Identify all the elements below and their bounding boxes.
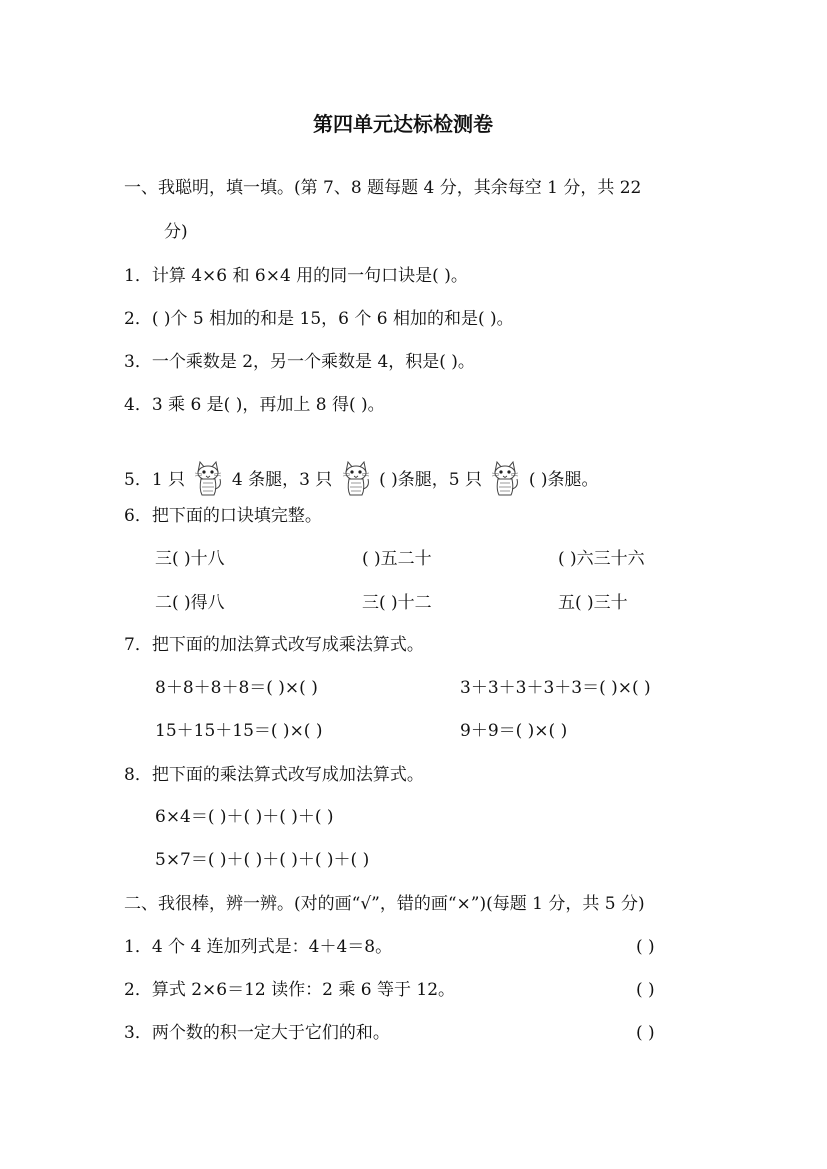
section2-heading: 二、我很棒，辨一辨。(对的画“√”，错的画“×”)(每题 1 分，共 5 分) — [124, 894, 645, 914]
rhyme-blank: 三( )十二 — [362, 593, 432, 613]
cat-icon — [341, 459, 371, 497]
section1-heading-line1: 一、我聪明，填一填。(第 7、8 题每题 4 分，其余每空 1 分，共 22 — [124, 178, 642, 198]
question-7-label: 7．把下面的加法算式改写成乘法算式。 — [124, 635, 424, 655]
judge-item-text: 3．两个数的积一定大于它们的和。 — [124, 1023, 390, 1043]
addition-to-multiplication: 9＋9＝( )×( ) — [460, 721, 568, 741]
rhyme-blank: 三( )十八 — [155, 549, 225, 569]
cat-icon — [193, 459, 223, 497]
question-4: 4．3 乘 6 是( )，再加上 8 得( )。 — [124, 395, 385, 415]
cat-icon — [490, 459, 520, 497]
question-6-label: 6．把下面的口诀填完整。 — [124, 506, 322, 526]
question-2: 2．( )个 5 相加的和是 15，6 个 6 相加的和是( )。 — [124, 309, 514, 329]
rhyme-blank: ( )五二十 — [362, 549, 432, 569]
addition-to-multiplication: 8＋8＋8＋8＝( )×( ) — [155, 678, 318, 698]
rhyme-blank: 五( )三十 — [558, 593, 628, 613]
addition-to-multiplication: 15＋15＋15＝( )×( ) — [155, 721, 323, 741]
judge-item-text: 2．算式 2×6＝12 读作：2 乘 6 等于 12。 — [124, 980, 456, 1000]
question-5-part2: 4 条腿，3 只 — [231, 470, 333, 490]
multiplication-to-addition: 5×7＝( )＋( )＋( )＋( )＋( ) — [155, 850, 370, 870]
question-5-part3: ( )条腿，5 只 — [379, 470, 483, 490]
addition-to-multiplication: 3＋3＋3＋3＋3＝( )×( ) — [460, 678, 651, 698]
question-8-label: 8．把下面的乘法算式改写成加法算式。 — [124, 765, 424, 785]
judge-item-text: 1．4 个 4 连加列式是：4＋4＝8。 — [124, 937, 393, 957]
question-5-part1: 5．1 只 — [124, 470, 186, 490]
question-5-part4: ( )条腿。 — [528, 470, 599, 490]
rhyme-blank: 二( )得八 — [155, 593, 225, 613]
multiplication-to-addition: 6×4＝( )＋( )＋( )＋( ) — [155, 807, 334, 827]
judge-answer-blank: ( ) — [636, 1023, 655, 1043]
judge-answer-blank: ( ) — [636, 980, 655, 1000]
page-title: 第四单元达标检测卷 — [313, 112, 493, 136]
question-3: 3．一个乘数是 2，另一个乘数是 4，积是( )。 — [124, 352, 475, 372]
judge-answer-blank: ( ) — [636, 937, 655, 957]
rhyme-blank: ( )六三十六 — [558, 549, 645, 569]
section1-heading-line2: 分) — [164, 222, 188, 242]
question-1: 1．计算 4×6 和 6×4 用的同一句口诀是( )。 — [124, 266, 468, 286]
question-5 — [124, 459, 599, 497]
